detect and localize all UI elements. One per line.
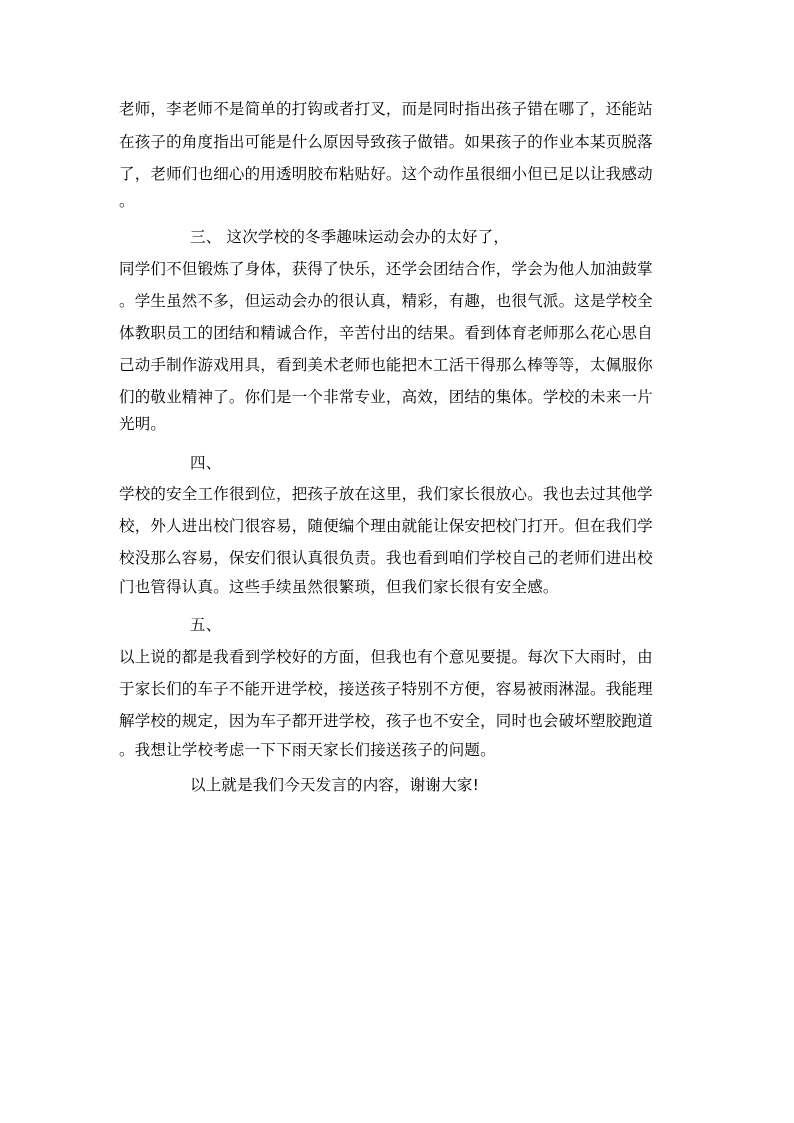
section-5-line-4: 。我想让学校考虑一下下雨天家长们接送孩子的问题。 [119, 741, 496, 759]
section-4-line-2: 校，外人进出校门很容易，随便编个理由就能让保安把校门打开。但在我们学 [119, 517, 653, 535]
paragraph-1-line-1: 老师，李老师不是简单的打钩或者打叉，而是同时指出孩子错在哪了，还能站 [119, 100, 653, 118]
section-3-line-5: 们的敬业精神了。你们是一个非常专业，高效，团结的集体。学校的未来一片 [119, 388, 653, 406]
section-4-line-1: 学校的安全工作很到位，把孩子放在这里，我们家长很放心。我也去过其他学 [119, 485, 653, 503]
section-4-line-4: 门也管得认真。这些手续虽然很繁琐，但我们家长很有安全感。 [119, 578, 559, 596]
paragraph-1-line-2: 在孩子的角度指出可能是什么原因导致孩子做错。如果孩子的作业本某页脱落 [119, 133, 653, 151]
section-3-line-1: 同学们不但锻炼了身体，获得了快乐，还学会团结合作，学会为他人加油鼓掌 [119, 260, 653, 278]
section-3-line-2: 。学生虽然不多，但运动会办的很认真，精彩，有趣，也很气派。这是学校全 [119, 292, 653, 310]
section-4-heading: 四、 [190, 454, 222, 472]
closing-line: 以上就是我们今天发言的内容，谢谢大家! [190, 776, 480, 794]
section-5-line-2: 于家长们的车子不能开进学校，接送孩子特别不方便，容易被雨淋湿。我能理 [119, 680, 653, 698]
section-3-line-3: 体教职员工的团结和精诚合作，辛苦付出的结果。看到体育老师那么花心思自 [119, 324, 653, 342]
section-3-line-4: 己动手制作游戏用具，看到美术老师也能把木工活干得那么棒等等，太佩服你 [119, 356, 653, 374]
section-5-line-3: 解学校的规定，因为车子都开进学校，孩子也不安全，同时也会破坏塑胶跑道 [119, 712, 653, 730]
section-5-line-1: 以上说的都是我看到学校好的方面，但我也有个意见要提。每次下大雨时，由 [119, 648, 653, 666]
section-3-heading: 三、 这次学校的冬季趣味运动会办的太好了， [190, 228, 510, 246]
paragraph-1-line-4: 。 [119, 192, 135, 210]
section-3-line-6: 光明。 [119, 415, 167, 433]
section-4-line-3: 校没那么容易，保安们很认真很负责。我也看到咱们学校自己的老师们进出校 [119, 549, 653, 567]
section-5-heading: 五、 [190, 616, 222, 634]
paragraph-1-line-3: 了，老师们也细心的用透明胶布粘贴好。这个动作虽很细小但已足以让我感动 [119, 165, 653, 183]
